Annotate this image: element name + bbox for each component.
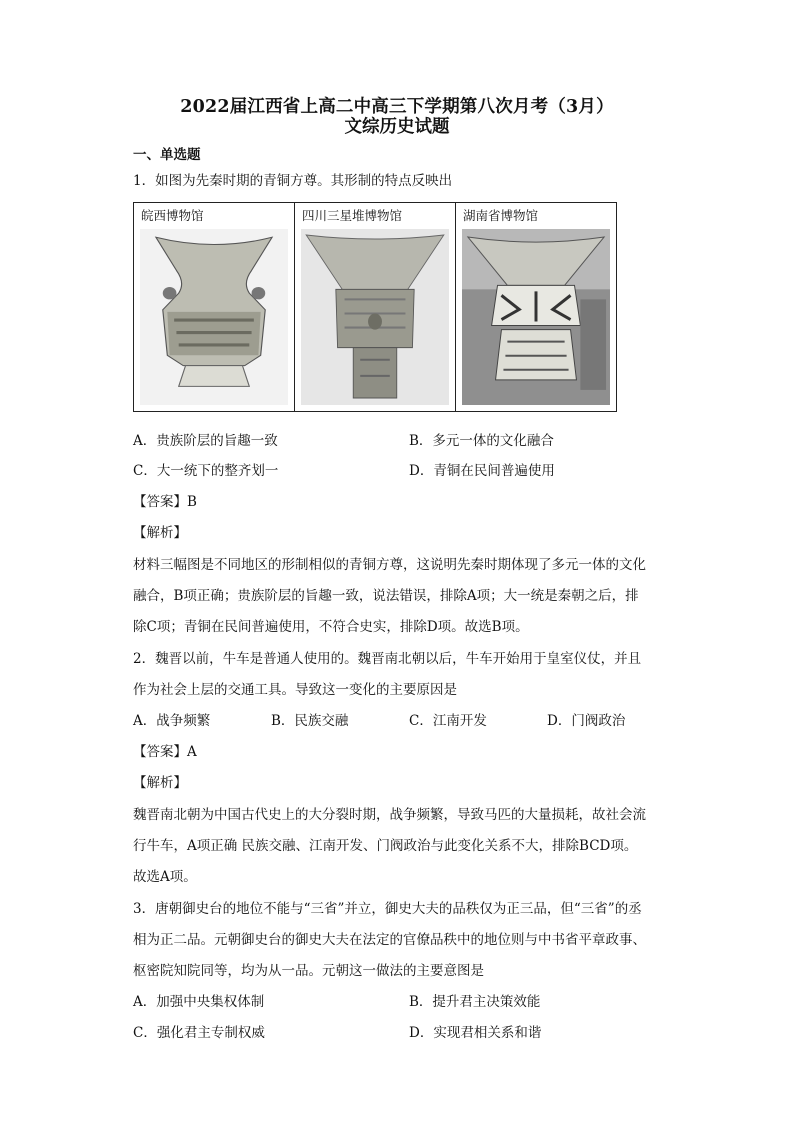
q2-analysis-label: 【解析】 <box>133 775 187 791</box>
q1-option-c: C．大一统下的整齐划一 <box>133 463 279 479</box>
q1-option-b: B．多元一体的文化融合 <box>409 433 554 449</box>
q1-stem: 1．如图为先秦时期的青铜方尊。其形制的特点反映出 <box>133 173 453 189</box>
figure-panel-sanxingdui <box>295 203 456 411</box>
q2-option-d: D．门阀政治 <box>547 713 626 729</box>
q2-analysis-line: 魏晋南北朝为中国古代史上的大分裂时期，战争频繁，导致马匹的大量损耗，故社会流 <box>133 807 646 823</box>
figure-panel-hunan <box>456 203 616 411</box>
q1-analysis-label: 【解析】 <box>133 525 187 541</box>
panel-label: 皖西博物馆 <box>141 208 204 223</box>
q1-analysis-line: 材料三幅图是不同地区的形制相似的青铜方尊，这说明先秦时期体现了多元一体的文化 <box>133 557 646 573</box>
q1-analysis-line: 除C项；青铜在民间普遍使用，不符合史实，排除D项。故选B项。 <box>133 619 529 635</box>
q2-analysis-line: 故选A项。 <box>133 869 197 885</box>
q3-option-d: D．实现君相关系和谐 <box>409 1025 542 1041</box>
panel-label: 四川三星堆博物馆 <box>302 208 403 223</box>
section-heading: 一、单选题 <box>133 147 201 163</box>
q3-stem-line: 3．唐朝御史台的地位不能与“三省”并立，御史大夫的品秩仅为正三品，但“三省”的丞 <box>133 901 642 917</box>
panel-label: 湖南省博物馆 <box>463 208 539 223</box>
q2-option-a: A．战争频繁 <box>133 713 211 729</box>
q3-option-a: A．加强中央集权体制 <box>133 994 265 1010</box>
q2-option-c: C．江南开发 <box>409 713 487 729</box>
q1-option-d: D．青铜在民间普遍使用 <box>409 463 555 479</box>
exam-subtitle: 文综历史试题 <box>344 117 450 137</box>
q1-figure <box>133 202 617 412</box>
bronze-zun-photo-icon <box>301 229 449 405</box>
exam-title: 2022届江西省上高二中高三下学期第八次月考（3月） <box>180 97 614 117</box>
q3-option-c: C．强化君主专制权威 <box>133 1025 265 1041</box>
q2-stem-line: 2．魏晋以前，牛车是普通人使用的。魏晋南北朝以后，牛车开始用于皇室仪仗，并且 <box>133 651 642 667</box>
q1-analysis-line: 融合，B项正确；贵族阶层的旨趣一致，说法错误，排除A项；大一统是秦朝之后，排 <box>133 588 639 604</box>
bronze-zun-photo-icon <box>462 229 610 405</box>
q3-stem-line: 相为正二品。元朝御史台的御史大夫在法定的官僚品秩中的地位则与中书省平章政事、 <box>133 932 646 948</box>
q2-answer: 【答案】A <box>133 744 197 760</box>
q2-stem-line: 作为社会上层的交通工具。导致这一变化的主要原因是 <box>133 682 457 698</box>
q3-stem-line: 枢密院知院同等，均为从一品。元朝这一做法的主要意图是 <box>133 963 484 979</box>
bronze-zun-photo-icon <box>140 229 288 405</box>
q1-option-a: A．贵族阶层的旨趣一致 <box>133 433 278 449</box>
q2-option-b: B．民族交融 <box>271 713 349 729</box>
figure-panel-wanxi <box>134 203 295 411</box>
q3-option-b: B．提升君主决策效能 <box>409 994 541 1010</box>
q1-answer: 【答案】B <box>133 494 197 510</box>
q2-analysis-line: 行牛车，A项正确 民族交融、江南开发、门阀政治与此变化关系不大，排除BCD项。 <box>133 838 638 854</box>
